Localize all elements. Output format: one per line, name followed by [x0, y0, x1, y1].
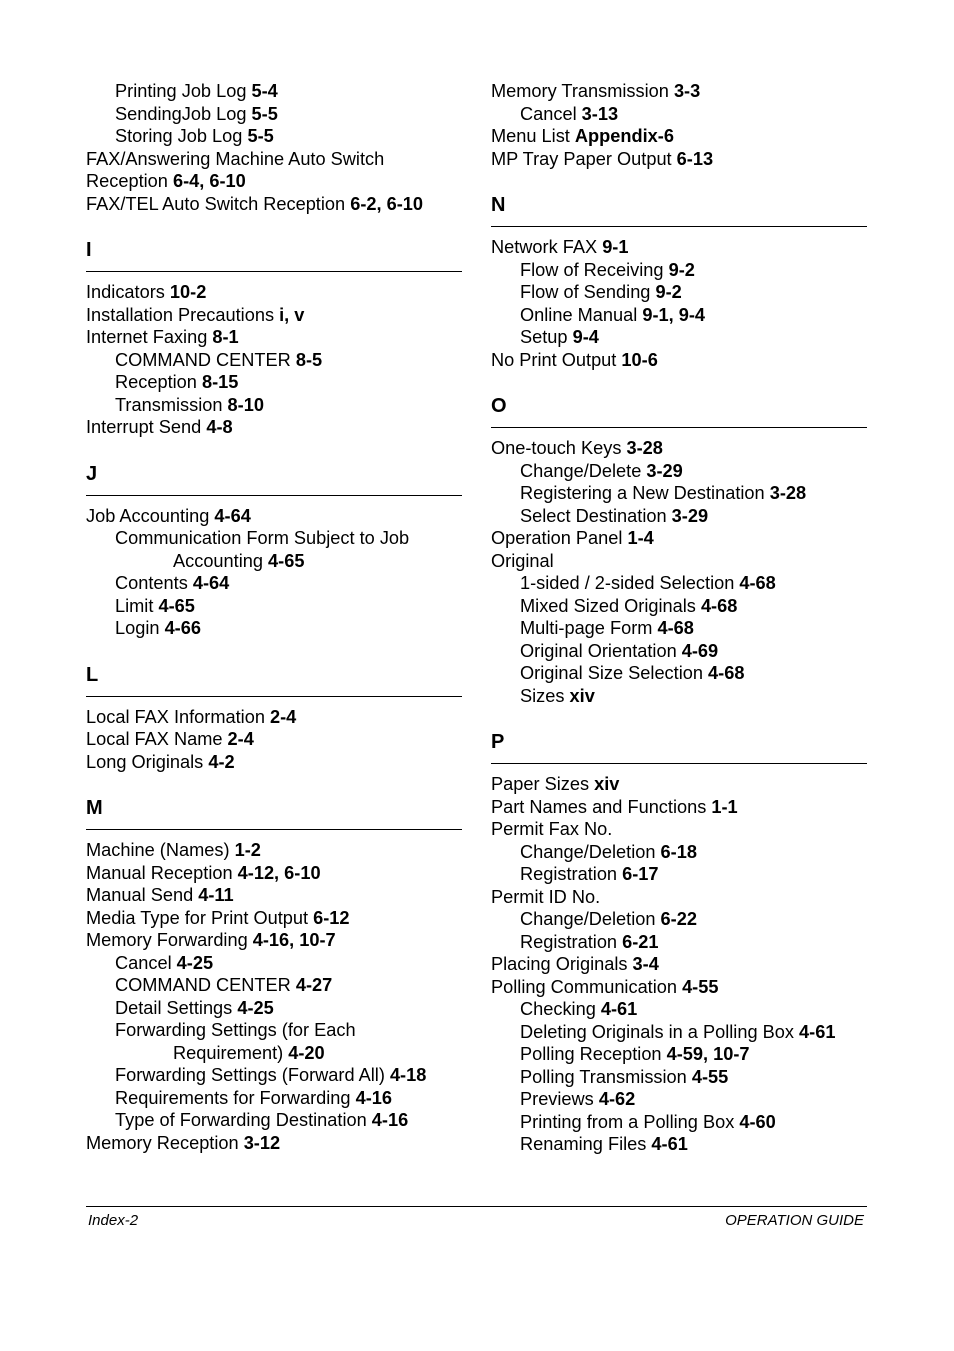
index-entry [491, 841, 867, 864]
index-column-left [86, 80, 462, 1154]
index-entry-term: Local FAX Information [86, 706, 270, 727]
index-entry-term: Flow of Receiving [520, 259, 669, 280]
index-entry [86, 1064, 462, 1087]
index-entry [491, 236, 867, 259]
index-entry [86, 1042, 462, 1065]
index-entry [491, 281, 867, 304]
index-entry [491, 931, 867, 954]
index-entry [86, 148, 462, 171]
index-entry-term: Cancel [520, 103, 582, 124]
index-entry [86, 907, 462, 930]
index-entry [86, 371, 462, 394]
index-entry [86, 728, 462, 751]
index-entry [491, 1043, 867, 1066]
index-entry [491, 796, 867, 819]
index-entry [491, 1133, 867, 1156]
index-entry-page-ref: 4-25 [176, 952, 214, 973]
index-entry [491, 550, 867, 573]
index-entry [491, 1088, 867, 1111]
index-entry [491, 1066, 867, 1089]
index-entry-page-ref: 4-61 [651, 1134, 688, 1154]
index-entry-page-ref: 4-64 [192, 573, 230, 593]
index-entry-page-ref: 4-55 [691, 1066, 729, 1087]
index-entry [86, 527, 462, 550]
index-entry-page-ref: 3-29 [671, 505, 709, 526]
index-entry [491, 908, 867, 931]
index-entry-page-ref: 5-5 [251, 103, 278, 124]
index-entry [491, 80, 867, 103]
index-entry-page-ref: 4-16, 10-7 [252, 930, 336, 950]
index-entry-term: Setup [520, 327, 573, 347]
index-entry-page-ref: 9-2 [668, 259, 695, 280]
index-entry-term: Printing Job Log [115, 81, 252, 101]
index-entry-term: Operation Panel [491, 528, 628, 548]
index-entry-page-ref: 8-1 [212, 327, 239, 347]
index-entry [491, 953, 867, 976]
index-entry [86, 550, 462, 573]
index-entry [491, 437, 867, 460]
index-entry-term: Registration [520, 931, 623, 952]
index-entry-term: Polling Communication [491, 976, 683, 997]
index-entry-page-ref: 4-62 [598, 1089, 636, 1109]
index-entry [491, 685, 867, 708]
index-entry-page-ref: 8-15 [201, 372, 239, 392]
index-entry [86, 326, 462, 349]
index-entry-page-ref: 8-10 [227, 394, 264, 415]
index-entry-term: No Print Output [491, 349, 622, 370]
index-entry-term: Memory Reception [86, 1132, 244, 1153]
index-entry-term: Network FAX [491, 237, 603, 257]
index-entry-term: Memory Transmission [491, 81, 674, 101]
index-entry-term: Change/Deletion [520, 909, 661, 929]
index-entry-term: Detail Settings [115, 997, 238, 1018]
index-entry [86, 884, 462, 907]
section-letter-i: I [86, 238, 462, 272]
index-entry-page-ref: 4-68 [700, 595, 738, 616]
index-entry-term: Online Manual [520, 304, 643, 325]
index-entry-page-ref: 4-68 [739, 573, 776, 593]
page-number: Index-2 [88, 1212, 139, 1229]
index-entry-term: Renaming Files [520, 1134, 652, 1154]
index-entry [86, 952, 462, 975]
index-entry [491, 595, 867, 618]
index-entry-page-ref: 4-11 [198, 885, 234, 905]
index-entry [491, 148, 867, 171]
index-entry-page-ref: 4-25 [237, 997, 274, 1018]
index-entry-page-ref: 5-5 [247, 126, 274, 146]
index-entry-page-ref: 4-2 [208, 751, 235, 772]
index-entry-term: Interrupt Send [86, 417, 207, 437]
index-entry [491, 976, 867, 999]
index-entry-page-ref: 2-4 [270, 706, 297, 727]
index-entry-page-ref: 4-64 [214, 505, 251, 526]
index-entry-term: Permit Fax No. [491, 819, 613, 839]
index-entry [491, 349, 867, 372]
index-entry [491, 482, 867, 505]
index-entry-page-ref: i, v [279, 304, 305, 325]
index-entry [86, 349, 462, 372]
index-entry-term: Login [115, 618, 165, 638]
index-entry-page-ref: 6-13 [676, 148, 714, 169]
index-entry [86, 839, 462, 862]
index-entry-page-ref: 4-8 [206, 417, 233, 437]
index-entry-term: Cancel [115, 952, 177, 973]
index-entry [86, 595, 462, 618]
index-entry-term: Manual Send [86, 885, 199, 905]
index-entry-term: Change/Delete [520, 460, 647, 481]
index-entry-term: Deleting Originals in a Polling Box [520, 1021, 800, 1042]
index-entry-page-ref: 9-1 [602, 237, 629, 257]
index-entry [86, 304, 462, 327]
index-entry-term: Memory Forwarding [86, 930, 253, 950]
section-letter-o: O [491, 394, 867, 428]
index-column-right [491, 80, 867, 1156]
index-entry-term: Multi-page Form [520, 618, 658, 638]
index-entry-page-ref: 6-21 [622, 931, 659, 952]
index-entry-term: Original [491, 550, 554, 571]
index-entry-term: MP Tray Paper Output [491, 148, 677, 169]
index-entry-term: SendingJob Log [115, 103, 252, 124]
index-entry-page-ref: 4-27 [295, 975, 333, 995]
section-letter-m: M [86, 796, 462, 830]
index-entry-page-ref: xiv [569, 685, 595, 706]
index-entry-page-ref: 6-2, 6-10 [350, 193, 423, 214]
section-letter-l: L [86, 663, 462, 697]
index-entry-term: Manual Reception [86, 862, 238, 883]
index-entry-page-ref: 4-20 [288, 1042, 325, 1063]
section-letter-p: P [491, 730, 867, 764]
index-entry [491, 1021, 867, 1044]
index-entry-term: Requirements for Forwarding [115, 1087, 356, 1108]
index-entry-term: Communication Form Subject to Job [115, 528, 410, 548]
index-entry-term: Forwarding Settings (for Each [115, 1020, 356, 1040]
index-entry [491, 662, 867, 685]
index-entry-term: Checking [520, 999, 601, 1019]
index-entry-page-ref: 3-28 [626, 438, 663, 458]
index-entry-term: Reception [86, 171, 173, 191]
index-entry [86, 617, 462, 640]
index-entry-term: Select Destination [520, 505, 672, 526]
index-entry-term: Paper Sizes [491, 774, 595, 794]
index-entry [86, 1132, 462, 1155]
index-entry-term: Polling Reception [520, 1044, 667, 1064]
index-entry [86, 394, 462, 417]
index-entry-term: COMMAND CENTER [115, 349, 296, 370]
index-entry-term: FAX/TEL Auto Switch Reception [86, 193, 351, 214]
index-entry [86, 706, 462, 729]
document-title: OPERATION GUIDE [725, 1212, 864, 1229]
index-entry-term: Registration [520, 864, 623, 884]
index-entry-term: Type of Forwarding Destination [115, 1110, 372, 1130]
index-entry [86, 1087, 462, 1110]
index-entry-term: Installation Precautions [86, 304, 280, 325]
index-entry [491, 886, 867, 909]
index-entry-page-ref: 4-12, 6-10 [237, 862, 321, 883]
index-entry [491, 527, 867, 550]
index-entry [491, 863, 867, 886]
index-entry-term: Indicators [86, 282, 170, 302]
index-entry-term: Polling Transmission [520, 1066, 692, 1087]
index-entry-page-ref: 9-1, 9-4 [642, 304, 706, 325]
index-entry-page-ref: 4-59, 10-7 [666, 1044, 750, 1064]
index-entry-page-ref: 10-6 [621, 349, 658, 370]
index-entry-page-ref: 4-69 [681, 640, 719, 661]
index-entry [491, 505, 867, 528]
index-entry [86, 103, 462, 126]
index-entry [491, 326, 867, 349]
index-entry-page-ref: 1-1 [711, 796, 738, 817]
index-entry-page-ref: 4-66 [164, 618, 201, 638]
index-entry [86, 1109, 462, 1132]
index-entry-page-ref: 8-5 [295, 349, 323, 370]
index-entry [491, 125, 867, 148]
index-entry-term: Registering a New Destination [520, 483, 770, 503]
index-entry-term: Part Names and Functions [491, 796, 712, 817]
index-entry-page-ref: 4-55 [682, 976, 719, 997]
index-entry [491, 1111, 867, 1134]
index-entry [491, 460, 867, 483]
index-entry-page-ref: 4-65 [268, 550, 305, 571]
index-entry-term: Change/Deletion [520, 841, 661, 862]
index-entry [86, 193, 462, 216]
index-entry-page-ref: 4-16 [371, 1110, 409, 1130]
index-entry [86, 572, 462, 595]
index-entry [86, 929, 462, 952]
index-entry-page-ref: Appendix-6 [574, 126, 674, 146]
index-entry-page-ref: 3-4 [632, 954, 659, 974]
index-entry [86, 80, 462, 103]
index-entry-page-ref: 9-2 [655, 282, 682, 302]
index-entry-term: Original Orientation [520, 640, 682, 661]
index-entry-term: Media Type for Print Output [86, 907, 314, 928]
index-entry-page-ref: 4-68 [708, 663, 745, 683]
index-entry-term: Original Size Selection [520, 663, 709, 683]
index-entry [491, 572, 867, 595]
index-entry [86, 505, 462, 528]
index-entry-term: FAX/Answering Machine Auto Switch [86, 148, 385, 169]
index-entry-term: Job Accounting [86, 505, 215, 526]
index-entry [86, 1019, 462, 1042]
index-entry-page-ref: 5-4 [251, 81, 278, 101]
index-entry-page-ref: 1-4 [627, 528, 654, 548]
index-entry [86, 125, 462, 148]
index-entry [491, 259, 867, 282]
index-entry-page-ref: 6-12 [313, 907, 350, 928]
index-entry-term: Sizes [520, 685, 570, 706]
index-entry-page-ref: 2-4 [227, 729, 254, 749]
index-entry [491, 103, 867, 126]
index-entry-term: Contents [115, 573, 193, 593]
index-entry-term: Menu List [491, 126, 575, 146]
index-entry-page-ref: 4-68 [657, 618, 694, 638]
index-entry-term: Transmission [115, 394, 228, 415]
index-entry-page-ref: 3-12 [243, 1132, 281, 1153]
index-entry-page-ref: 6-18 [660, 841, 697, 862]
index-entry-term: Flow of Sending [520, 282, 656, 302]
index-entry-page-ref: 4-16 [355, 1087, 392, 1108]
section-letter-j: J [86, 462, 462, 496]
index-entry [491, 773, 867, 796]
index-entry [86, 997, 462, 1020]
index-entry-term: Printing from a Polling Box [520, 1111, 740, 1132]
index-entry-term: 1-sided / 2-sided Selection [520, 573, 740, 593]
index-entry-page-ref: 4-61 [799, 1021, 836, 1042]
index-entry-term: Reception [115, 372, 202, 392]
footer-divider [86, 1206, 867, 1207]
index-entry-term: Storing Job Log [115, 126, 248, 146]
index-entry-page-ref: 4-65 [158, 595, 195, 616]
index-entry-term: Mixed Sized Originals [520, 595, 701, 616]
index-entry-term: Machine (Names) [86, 840, 235, 860]
index-entry [86, 974, 462, 997]
index-entry-term: Local FAX Name [86, 729, 228, 749]
index-entry-term: Forwarding Settings (Forward All) [115, 1065, 390, 1085]
index-entry-term: Requirement) [173, 1042, 289, 1063]
index-entry-page-ref: 3-29 [646, 460, 683, 481]
index-entry-page-ref: 3-28 [769, 483, 807, 503]
index-entry-page-ref: 3-13 [581, 103, 619, 124]
section-letter-n: N [491, 193, 867, 227]
index-entry [86, 281, 462, 304]
index-entry-term: One-touch Keys [491, 438, 627, 458]
index-entry-term: Placing Originals [491, 954, 633, 974]
index-entry-page-ref: 4-61 [600, 999, 638, 1019]
index-entry-term: Long Originals [86, 751, 209, 772]
index-entry-page-ref: 9-4 [572, 327, 599, 347]
index-entry-term: Previews [520, 1089, 599, 1109]
index-entry-page-ref: 4-18 [389, 1065, 427, 1085]
index-entry [491, 617, 867, 640]
index-entry [86, 751, 462, 774]
index-entry-page-ref: 6-17 [622, 864, 659, 884]
index-entry-term: Permit ID No. [491, 886, 601, 907]
index-entry-page-ref: 1-2 [234, 840, 261, 860]
index-entry-page-ref: 3-3 [673, 81, 701, 101]
index-entry-term: Limit [115, 595, 159, 616]
index-entry [86, 416, 462, 439]
index-entry-page-ref: 10-2 [169, 282, 207, 302]
index-entry-term: Accounting [173, 550, 269, 571]
index-entry [491, 304, 867, 327]
index-entry-page-ref: xiv [594, 774, 620, 794]
index-entry-term: COMMAND CENTER [115, 975, 296, 995]
index-entry [491, 640, 867, 663]
index-entry-term: Internet Faxing [86, 327, 213, 347]
index-entry [86, 862, 462, 885]
index-entry [491, 818, 867, 841]
index-entry [491, 998, 867, 1021]
index-entry-page-ref: 6-4, 6-10 [172, 171, 246, 191]
index-entry [86, 170, 462, 193]
index-entry-page-ref: 6-22 [660, 909, 697, 929]
index-entry-page-ref: 4-60 [739, 1111, 776, 1132]
